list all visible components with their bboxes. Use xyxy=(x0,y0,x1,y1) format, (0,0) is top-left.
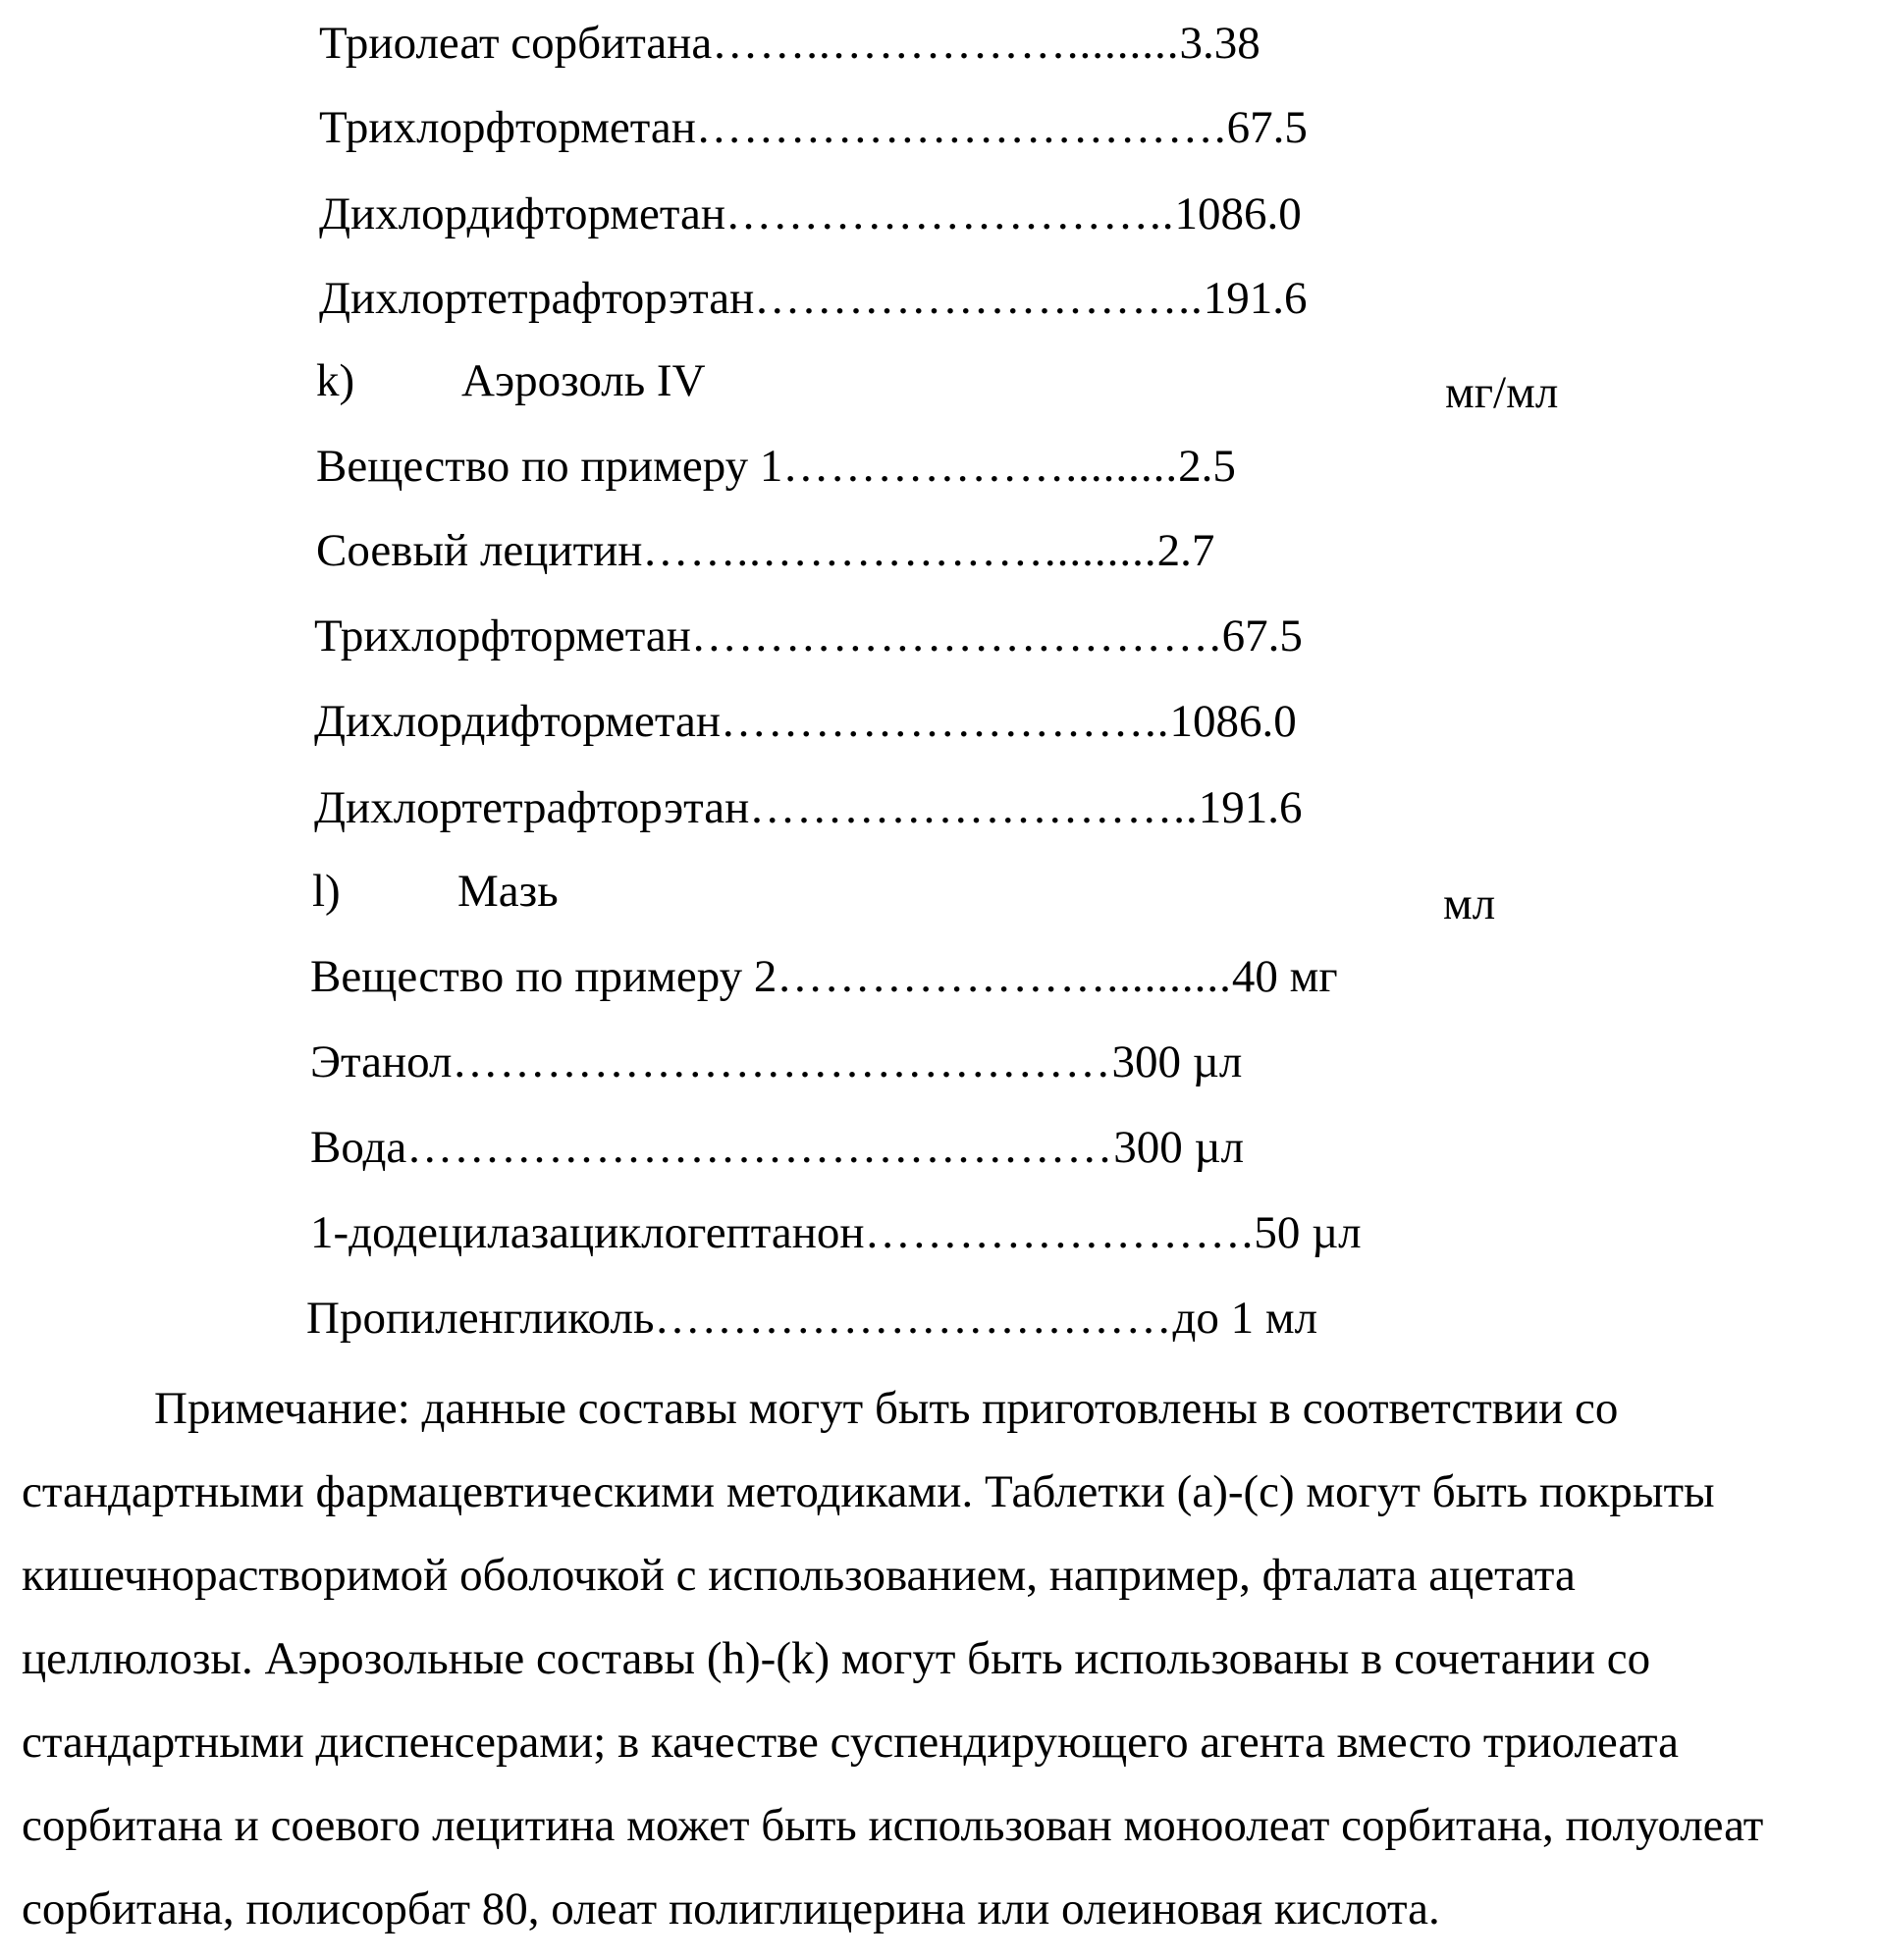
note-line: стандартными диспенсерами; в качестве суспендирующего агента вместо триолеата xyxy=(22,1701,1857,1784)
ingredient-amount: 1086.0 xyxy=(1175,188,1302,239)
note-paragraph xyxy=(22,1367,1857,1951)
list-item xyxy=(314,780,1303,835)
note-line: стандартными фармацевтическими методиками. Таблетки (a)-(c) могут быть покрыты xyxy=(22,1451,1857,1534)
leader-dots: ……..……………......... xyxy=(712,18,1179,69)
section-k-unit: мг/мл xyxy=(1445,365,1558,420)
ingredient-amount: 40 мг xyxy=(1232,951,1338,1002)
list-item xyxy=(316,439,1236,494)
ingredient-amount: 2.5 xyxy=(1178,441,1236,492)
section-letter: k) xyxy=(316,353,354,408)
ingredient-name: Пропиленгликоль xyxy=(306,1293,654,1344)
section-title: Аэрозоль IV xyxy=(461,353,706,408)
ingredient-amount: 191.6 xyxy=(1199,782,1303,833)
leader-dots: …………………………………… xyxy=(453,1036,1112,1087)
list-item xyxy=(310,949,1338,1004)
section-k-heading xyxy=(316,353,709,408)
ingredient-name: Дихлордифторметан xyxy=(314,696,721,747)
list-item xyxy=(319,16,1260,71)
leader-dots: ……………………………………… xyxy=(406,1122,1113,1173)
section-l-unit: мл xyxy=(1443,876,1495,931)
leader-dots: ……..………………......... xyxy=(642,525,1156,576)
list-item xyxy=(314,694,1297,749)
leader-dots: ……………………….. xyxy=(721,696,1170,747)
list-item xyxy=(319,271,1308,326)
leader-dots: ……………………….. xyxy=(749,782,1199,833)
ingredient-amount: до 1 мл xyxy=(1172,1293,1317,1344)
ingredient-name: Триолеат сорбитана xyxy=(319,18,712,69)
list-item xyxy=(306,1291,1317,1346)
ingredient-name: Вещество по примеру 2 xyxy=(310,951,777,1002)
ingredient-name: Трихлорфторметан xyxy=(319,102,696,153)
leader-dots: ……………………….. xyxy=(754,273,1204,324)
list-item xyxy=(310,1034,1242,1089)
ingredient-amount: 50 µл xyxy=(1254,1207,1361,1258)
ingredient-amount: 3.38 xyxy=(1179,18,1260,69)
ingredient-amount: 300 µл xyxy=(1112,1036,1243,1087)
ingredient-amount: 191.6 xyxy=(1204,273,1308,324)
document-page xyxy=(0,0,1877,1960)
list-item xyxy=(314,609,1303,663)
ingredient-name: Дихлортетрафторэтан xyxy=(314,782,749,833)
leader-dots: …………………………… xyxy=(654,1293,1172,1344)
ingredient-name: Дихлордифторметан xyxy=(319,188,725,239)
ingredient-amount: 300 µл xyxy=(1113,1122,1244,1173)
ingredient-amount: 1086.0 xyxy=(1170,696,1297,747)
ingredient-amount: 67.5 xyxy=(1227,102,1308,153)
note-line: сорбитана и соевого лецитина может быть использован моноолеат сорбитана, полуолеат xyxy=(22,1784,1857,1868)
leader-dots: ……………………….. xyxy=(725,188,1175,239)
section-l-heading xyxy=(312,864,705,919)
leader-dots: ……………………………. xyxy=(691,610,1222,662)
ingredient-name: Этанол xyxy=(310,1036,453,1087)
note-line: кишечнорастворимой оболочкой с использованием, например, фталата ацетата xyxy=(22,1534,1857,1617)
note-line: целлюлозы. Аэрозольные составы (h)-(k) могут быть использованы в сочетании со xyxy=(22,1617,1857,1701)
section-title: Мазь xyxy=(457,864,559,919)
leader-dots: ………………......... xyxy=(782,441,1178,492)
list-item xyxy=(316,523,1214,578)
leader-dots: ………………….......... xyxy=(777,951,1232,1002)
list-item xyxy=(310,1120,1244,1175)
ingredient-amount: 2.7 xyxy=(1157,525,1215,576)
note-line: сорбитана, полисорбат 80, олеат полиглицерина или олеиновая кислота. xyxy=(22,1868,1857,1951)
ingredient-name: 1-додецилазациклогептанон xyxy=(310,1207,865,1258)
list-item xyxy=(319,100,1308,155)
ingredient-name: Вода xyxy=(310,1122,406,1173)
list-item xyxy=(319,186,1302,241)
ingredient-name: Соевый лецитин xyxy=(316,525,642,576)
note-line: Примечание: данные составы могут быть приготовлены в соответствии со xyxy=(22,1367,1857,1451)
leader-dots: ……………………. xyxy=(865,1207,1255,1258)
ingredient-name: Трихлорфторметан xyxy=(314,610,691,662)
ingredient-name: Дихлортетрафторэтан xyxy=(319,273,754,324)
ingredient-name: Вещество по примеру 1 xyxy=(316,441,782,492)
list-item xyxy=(310,1205,1362,1260)
leader-dots: ……………………………. xyxy=(696,102,1227,153)
ingredient-amount: 67.5 xyxy=(1222,610,1303,662)
section-letter: l) xyxy=(312,864,341,919)
